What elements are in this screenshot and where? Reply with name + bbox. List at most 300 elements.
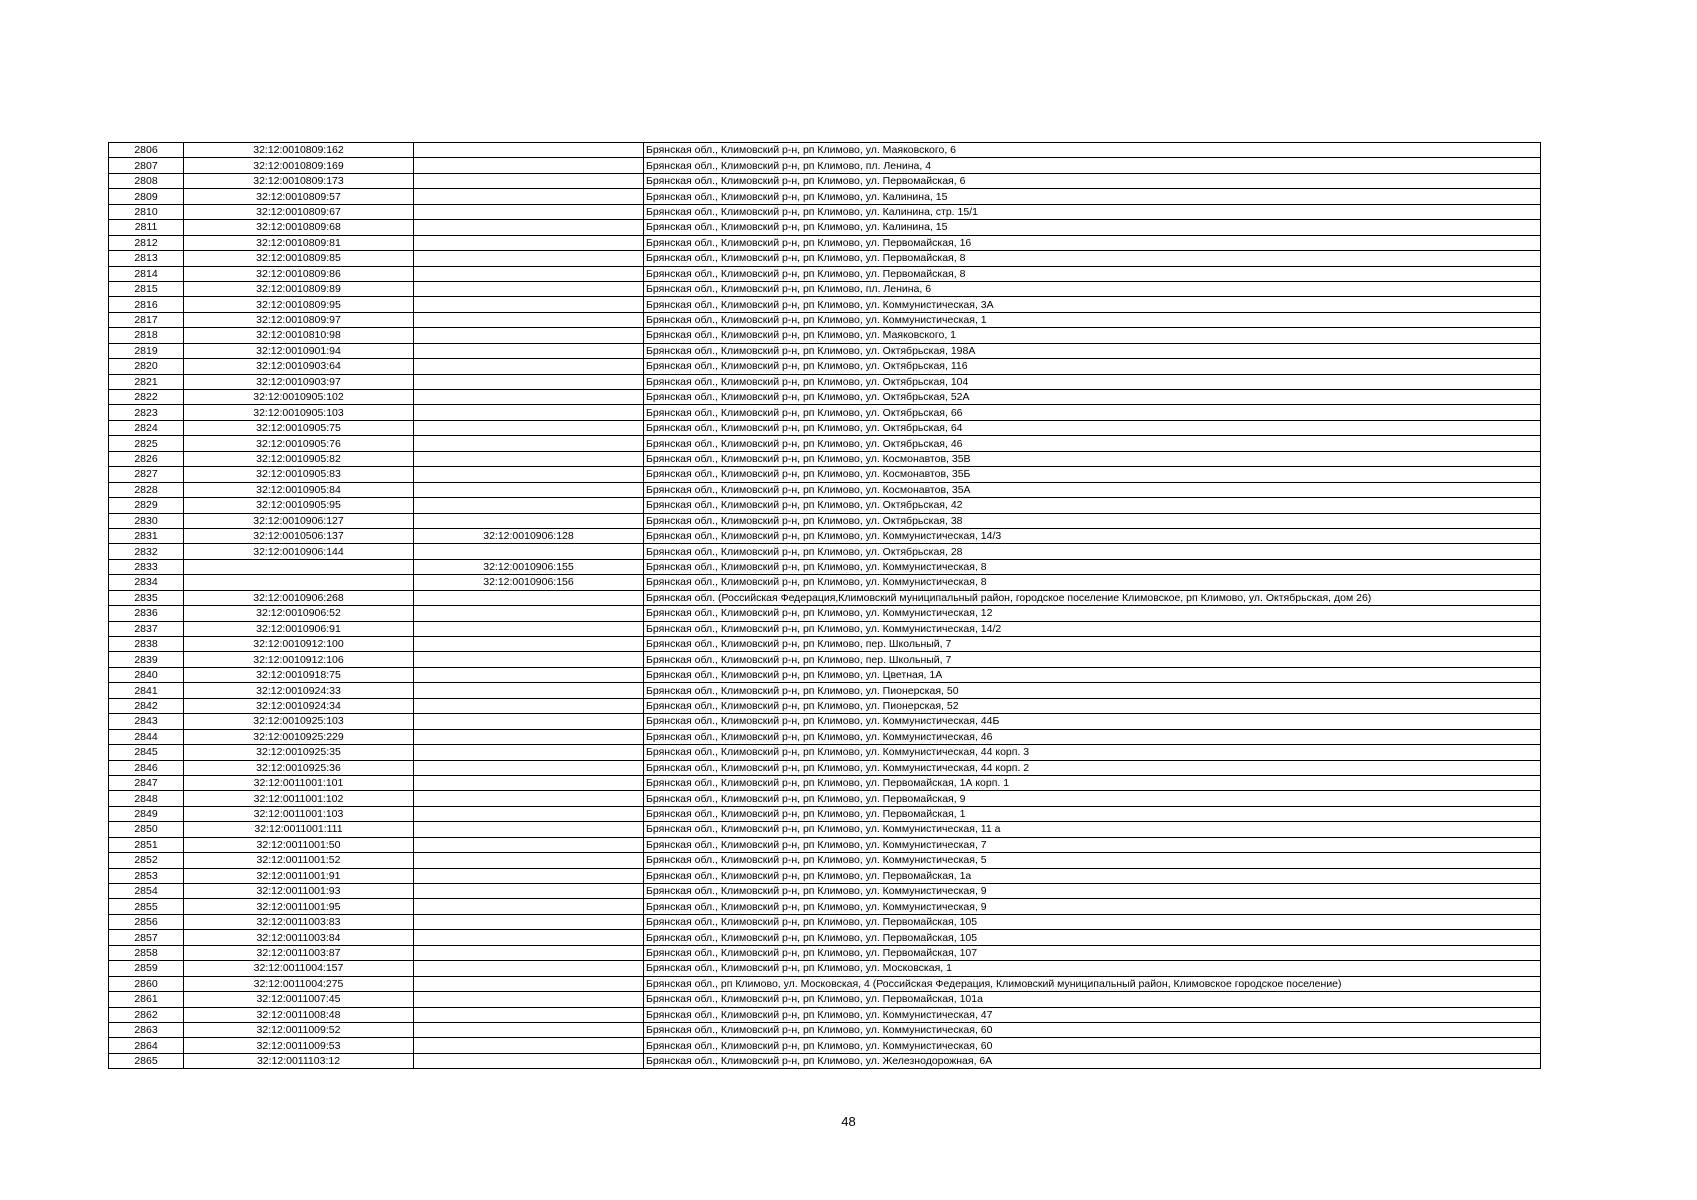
address-cell: Брянская обл., Климовский р-н, рп Климово, ул. Коммунистическая, 14/3 (644, 528, 1541, 543)
address-cell: Брянская обл., Климовский р-н, рп Климово, ул. Октябрьская, 52А (644, 390, 1541, 405)
row-number-cell: 2824 (109, 420, 184, 435)
cadastral-number-cell: 32:12:0010925:36 (184, 760, 414, 775)
address-cell: Брянская обл., Климовский р-н, рп Климово, ул. Московская, 1 (644, 961, 1541, 976)
address-cell: Брянская обл., Климовский р-н, рп Климово, ул. Октябрьская, 64 (644, 420, 1541, 435)
address-cell: Брянская обл., Климовский р-н, рп Климово, ул. Первомайская, 105 (644, 914, 1541, 929)
address-cell: Брянская обл., Климовский р-н, рп Климово, пер. Школьный, 7 (644, 652, 1541, 667)
address-cell: Брянская обл., Климовский р-н, рп Климово, ул. Коммунистическая, 5 (644, 853, 1541, 868)
related-cadastral-number-cell (414, 343, 644, 358)
related-cadastral-number-cell (414, 281, 644, 296)
row-number-cell: 2837 (109, 621, 184, 636)
cadastral-number-cell: 32:12:0010809:162 (184, 143, 414, 158)
address-cell: Брянская обл., Климовский р-н, рп Климово, ул. Коммунистическая, 9 (644, 884, 1541, 899)
address-cell: Брянская обл., Климовский р-н, рп Климово, ул. Октябрьская, 38 (644, 513, 1541, 528)
row-number-cell: 2852 (109, 853, 184, 868)
table-row (109, 930, 1541, 945)
address-cell: Брянская обл., Климовский р-н, рп Климово, ул. Октябрьская, 66 (644, 405, 1541, 420)
address-cell: Брянская обл., Климовский р-н, рп Климово, ул. Октябрьская, 46 (644, 436, 1541, 451)
cadastral-number-cell: 32:12:0011001:95 (184, 899, 414, 914)
related-cadastral-number-cell (414, 822, 644, 837)
table-row (109, 467, 1541, 482)
row-number-cell: 2832 (109, 544, 184, 559)
table-row (109, 745, 1541, 760)
related-cadastral-number-cell (414, 467, 644, 482)
related-cadastral-number-cell (414, 961, 644, 976)
row-number-cell: 2816 (109, 297, 184, 312)
address-cell: Брянская обл., Климовский р-н, рп Климово, ул. Калинина, стр. 15/1 (644, 204, 1541, 219)
row-number-cell: 2815 (109, 281, 184, 296)
row-number-cell: 2841 (109, 683, 184, 698)
table-row (109, 281, 1541, 296)
row-number-cell: 2811 (109, 220, 184, 235)
cadastral-number-cell: 32:12:0010924:33 (184, 683, 414, 698)
related-cadastral-number-cell (414, 837, 644, 852)
row-number-cell: 2838 (109, 637, 184, 652)
address-cell: Брянская обл., Климовский р-н, рп Климово, ул. Калинина, 15 (644, 189, 1541, 204)
related-cadastral-number-cell (414, 451, 644, 466)
cadastral-number-cell: 32:12:0011001:91 (184, 868, 414, 883)
related-cadastral-number-cell (414, 436, 644, 451)
address-cell: Брянская обл., Климовский р-н, рп Климово, ул. Коммунистическая, 8 (644, 575, 1541, 590)
cadastral-number-cell (184, 559, 414, 574)
related-cadastral-number-cell (414, 235, 644, 250)
table-row (109, 498, 1541, 513)
table-row (109, 853, 1541, 868)
table-row (109, 513, 1541, 528)
address-cell: Брянская обл., Климовский р-н, рп Климово, ул. Первомайская, 1А корп. 1 (644, 775, 1541, 790)
row-number-cell: 2823 (109, 405, 184, 420)
related-cadastral-number-cell (414, 420, 644, 435)
related-cadastral-number-cell (414, 513, 644, 528)
address-cell: Брянская обл., Климовский р-н, рп Климово, пл. Ленина, 6 (644, 281, 1541, 296)
row-number-cell: 2847 (109, 775, 184, 790)
cadastral-number-cell: 32:12:0010809:173 (184, 173, 414, 188)
table-row (109, 158, 1541, 173)
table-row (109, 698, 1541, 713)
table-row (109, 420, 1541, 435)
row-number-cell: 2840 (109, 667, 184, 682)
cadastral-number-cell: 32:12:0010925:35 (184, 745, 414, 760)
row-number-cell: 2822 (109, 390, 184, 405)
row-number-cell: 2848 (109, 791, 184, 806)
related-cadastral-number-cell (414, 390, 644, 405)
table-row (109, 559, 1541, 574)
table-row (109, 436, 1541, 451)
table-row (109, 621, 1541, 636)
address-cell: Брянская обл., Климовский р-н, рп Климово, ул. Первомайская, 101а (644, 992, 1541, 1007)
address-cell: Брянская обл., Климовский р-н, рп Климово, ул. Коммунистическая, 14/2 (644, 621, 1541, 636)
cadastral-number-cell: 32:12:0010809:169 (184, 158, 414, 173)
address-cell: Брянская обл., Климовский р-н, рп Климово, ул. Коммунистическая, 46 (644, 729, 1541, 744)
table-row (109, 374, 1541, 389)
page-number: 48 (841, 1114, 856, 1129)
table-row (109, 328, 1541, 343)
table-row (109, 822, 1541, 837)
table-row (109, 235, 1541, 250)
cadastral-number-cell: 32:12:0010906:144 (184, 544, 414, 559)
row-number-cell: 2825 (109, 436, 184, 451)
row-number-cell: 2808 (109, 173, 184, 188)
table-row (109, 204, 1541, 219)
row-number-cell: 2820 (109, 359, 184, 374)
related-cadastral-number-cell (414, 1053, 644, 1068)
table-row (109, 528, 1541, 543)
address-cell: Брянская обл., Климовский р-н, рп Климово, пер. Школьный, 7 (644, 637, 1541, 652)
row-number-cell: 2846 (109, 760, 184, 775)
row-number-cell: 2845 (109, 745, 184, 760)
address-cell: Брянская обл., Климовский р-н, рп Климово, ул. Пионерская, 50 (644, 683, 1541, 698)
address-cell: Брянская обл., Климовский р-н, рп Климово, ул. Коммунистическая, 8 (644, 559, 1541, 574)
table-row (109, 652, 1541, 667)
row-number-cell: 2828 (109, 482, 184, 497)
table-row (109, 914, 1541, 929)
table-row (109, 992, 1541, 1007)
table-row (109, 405, 1541, 420)
address-cell: Брянская обл., Климовский р-н, рп Климово, ул. Коммунистическая, 7 (644, 837, 1541, 852)
related-cadastral-number-cell (414, 374, 644, 389)
cadastral-number-cell: 32:12:0010905:102 (184, 390, 414, 405)
property-table (108, 142, 1541, 1069)
cadastral-number-cell: 32:12:0010903:64 (184, 359, 414, 374)
table-row (109, 868, 1541, 883)
row-number-cell: 2851 (109, 837, 184, 852)
cadastral-number-cell: 32:12:0010905:84 (184, 482, 414, 497)
cadastral-number-cell: 32:12:0011003:83 (184, 914, 414, 929)
cadastral-number-cell: 32:12:0010809:57 (184, 189, 414, 204)
related-cadastral-number-cell (414, 1038, 644, 1053)
related-cadastral-number-cell: 32:12:0010906:156 (414, 575, 644, 590)
address-cell: Брянская обл., Климовский р-н, рп Климово, ул. Первомайская, 107 (644, 945, 1541, 960)
row-number-cell: 2836 (109, 606, 184, 621)
row-number-cell: 2860 (109, 976, 184, 991)
cadastral-number-cell: 32:12:0010809:86 (184, 266, 414, 281)
table-row (109, 1053, 1541, 1068)
related-cadastral-number-cell (414, 359, 644, 374)
row-number-cell: 2854 (109, 884, 184, 899)
cadastral-number-cell: 32:12:0010809:89 (184, 281, 414, 296)
address-cell: Брянская обл., Климовский р-н, рп Климово, ул. Первомайская, 16 (644, 235, 1541, 250)
address-cell: Брянская обл., Климовский р-н, рп Климово, ул. Коммунистическая, 44 корп. 2 (644, 760, 1541, 775)
address-cell: Брянская обл., Климовский р-н, рп Климово, ул. Октябрьская, 42 (644, 498, 1541, 513)
address-cell: Брянская обл., Климовский р-н, рп Климово, пл. Ленина, 4 (644, 158, 1541, 173)
table-row (109, 683, 1541, 698)
address-cell: Брянская обл., Климовский р-н, рп Климово, ул. Пионерская, 52 (644, 698, 1541, 713)
cadastral-number-cell: 32:12:0010901:94 (184, 343, 414, 358)
related-cadastral-number-cell (414, 945, 644, 960)
table-row (109, 173, 1541, 188)
cadastral-number-cell: 32:12:0010810:98 (184, 328, 414, 343)
related-cadastral-number-cell: 32:12:0010906:155 (414, 559, 644, 574)
table-row (109, 775, 1541, 790)
row-number-cell: 2858 (109, 945, 184, 960)
cadastral-number-cell: 32:12:0010905:95 (184, 498, 414, 513)
related-cadastral-number-cell (414, 745, 644, 760)
related-cadastral-number-cell (414, 775, 644, 790)
table-row (109, 961, 1541, 976)
cadastral-number-cell: 32:12:0011003:84 (184, 930, 414, 945)
address-cell: Брянская обл., Климовский р-н, рп Климово, ул. Коммунистическая, 44 корп. 3 (644, 745, 1541, 760)
address-cell: Брянская обл., Климовский р-н, рп Климово, ул. Коммунистическая, 3А (644, 297, 1541, 312)
related-cadastral-number-cell (414, 590, 644, 605)
table-body (109, 143, 1541, 1069)
related-cadastral-number-cell: 32:12:0010906:128 (414, 528, 644, 543)
related-cadastral-number-cell (414, 621, 644, 636)
row-number-cell: 2831 (109, 528, 184, 543)
table-row (109, 266, 1541, 281)
address-cell: Брянская обл., Климовский р-н, рп Климово, ул. Коммунистическая, 47 (644, 1007, 1541, 1022)
row-number-cell: 2834 (109, 575, 184, 590)
cadastral-number-cell: 32:12:0011001:93 (184, 884, 414, 899)
cadastral-number-cell: 32:12:0010906:268 (184, 590, 414, 605)
address-cell: Брянская обл., Климовский р-н, рп Климово, ул. Маяковского, 1 (644, 328, 1541, 343)
table-row (109, 637, 1541, 652)
address-cell: Брянская обл., Климовский р-н, рп Климово, ул. Коммунистическая, 11 а (644, 822, 1541, 837)
table-row (109, 451, 1541, 466)
table-row (109, 837, 1541, 852)
row-number-cell: 2812 (109, 235, 184, 250)
cadastral-number-cell: 32:12:0010905:103 (184, 405, 414, 420)
table-row (109, 143, 1541, 158)
related-cadastral-number-cell (414, 544, 644, 559)
table-row (109, 791, 1541, 806)
table-row (109, 714, 1541, 729)
table-row (109, 544, 1541, 559)
cadastral-number-cell: 32:12:0010912:100 (184, 637, 414, 652)
table-row (109, 312, 1541, 327)
row-number-cell: 2810 (109, 204, 184, 219)
cadastral-number-cell: 32:12:0010906:127 (184, 513, 414, 528)
related-cadastral-number-cell (414, 976, 644, 991)
related-cadastral-number-cell (414, 173, 644, 188)
related-cadastral-number-cell (414, 204, 644, 219)
address-cell: Брянская обл., Климовский р-н, рп Климово, ул. Октябрьская, 28 (644, 544, 1541, 559)
cadastral-number-cell: 32:12:0010906:91 (184, 621, 414, 636)
address-cell: Брянская обл., Климовский р-н, рп Климово, ул. Маяковского, 6 (644, 143, 1541, 158)
row-number-cell: 2839 (109, 652, 184, 667)
table-row (109, 189, 1541, 204)
address-cell: Брянская обл., Климовский р-н, рп Климово, ул. Первомайская, 1 (644, 806, 1541, 821)
row-number-cell: 2865 (109, 1053, 184, 1068)
row-number-cell: 2807 (109, 158, 184, 173)
row-number-cell: 2806 (109, 143, 184, 158)
cadastral-number-cell: 32:12:0011001:52 (184, 853, 414, 868)
related-cadastral-number-cell (414, 652, 644, 667)
table-row (109, 667, 1541, 682)
address-cell: Брянская обл., Климовский р-н, рп Климово, ул. Коммунистическая, 1 (644, 312, 1541, 327)
address-cell: Брянская обл., Климовский р-н, рп Климово, ул. Октябрьская, 116 (644, 359, 1541, 374)
cadastral-number-cell: 32:12:0010924:34 (184, 698, 414, 713)
related-cadastral-number-cell (414, 328, 644, 343)
table-row (109, 884, 1541, 899)
cadastral-number-cell: 32:12:0011001:101 (184, 775, 414, 790)
table-row (109, 729, 1541, 744)
cadastral-number-cell: 32:12:0010809:97 (184, 312, 414, 327)
address-cell: Брянская обл., Климовский р-н, рп Климово, ул. Первомайская, 8 (644, 251, 1541, 266)
address-cell: Брянская обл., рп Климово, ул. Московская, 4 (Российская Федерация, Климовский муниципальный район, Климовское городское поселение) (644, 976, 1541, 991)
table-row (109, 297, 1541, 312)
related-cadastral-number-cell (414, 220, 644, 235)
related-cadastral-number-cell (414, 714, 644, 729)
cadastral-number-cell: 32:12:0010906:52 (184, 606, 414, 621)
address-cell: Брянская обл., Климовский р-н, рп Климово, ул. Первомайская, 1а (644, 868, 1541, 883)
cadastral-number-cell: 32:12:0010905:75 (184, 420, 414, 435)
table-row (109, 976, 1541, 991)
cadastral-number-cell: 32:12:0010905:82 (184, 451, 414, 466)
related-cadastral-number-cell (414, 1007, 644, 1022)
table-row (109, 945, 1541, 960)
address-cell: Брянская обл., Климовский р-н, рп Климово, ул. Цветная, 1А (644, 667, 1541, 682)
cadastral-number-cell: 32:12:0010809:81 (184, 235, 414, 250)
table-row (109, 220, 1541, 235)
related-cadastral-number-cell (414, 698, 644, 713)
cadastral-number-cell: 32:12:0011103:12 (184, 1053, 414, 1068)
cadastral-number-cell: 32:12:0011001:111 (184, 822, 414, 837)
cadastral-number-cell: 32:12:0011001:103 (184, 806, 414, 821)
address-cell: Брянская обл., Климовский р-н, рп Климово, ул. Коммунистическая, 12 (644, 606, 1541, 621)
related-cadastral-number-cell (414, 884, 644, 899)
related-cadastral-number-cell (414, 606, 644, 621)
address-cell: Брянская обл., Климовский р-н, рп Климово, ул. Первомайская, 8 (644, 266, 1541, 281)
row-number-cell: 2814 (109, 266, 184, 281)
address-cell: Брянская обл., Климовский р-н, рп Климово, ул. Космонавтов, 35А (644, 482, 1541, 497)
address-cell: Брянская обл., Климовский р-н, рп Климово, ул. Октябрьская, 198А (644, 343, 1541, 358)
cadastral-number-cell: 32:12:0010925:229 (184, 729, 414, 744)
related-cadastral-number-cell (414, 667, 644, 682)
cadastral-number-cell: 32:12:0010903:97 (184, 374, 414, 389)
table-row (109, 482, 1541, 497)
cadastral-number-cell: 32:12:0011001:102 (184, 791, 414, 806)
related-cadastral-number-cell (414, 992, 644, 1007)
related-cadastral-number-cell (414, 930, 644, 945)
row-number-cell: 2843 (109, 714, 184, 729)
address-cell: Брянская обл. (Российская Федерация,Климовский муниципальный район, городское поселение Климовское, рп Климово, ул. Октябрьская, дом 26) (644, 590, 1541, 605)
row-number-cell: 2850 (109, 822, 184, 837)
related-cadastral-number-cell (414, 806, 644, 821)
related-cadastral-number-cell (414, 729, 644, 744)
address-cell: Брянская обл., Климовский р-н, рп Климово, ул. Коммунистическая, 44Б (644, 714, 1541, 729)
row-number-cell: 2856 (109, 914, 184, 929)
address-cell: Брянская обл., Климовский р-н, рп Климово, ул. Первомайская, 9 (644, 791, 1541, 806)
cadastral-number-cell: 32:12:0011009:53 (184, 1038, 414, 1053)
address-cell: Брянская обл., Климовский р-н, рп Климово, ул. Коммунистическая, 9 (644, 899, 1541, 914)
row-number-cell: 2862 (109, 1007, 184, 1022)
address-cell: Брянская обл., Климовский р-н, рп Климово, ул. Первомайская, 105 (644, 930, 1541, 945)
row-number-cell: 2842 (109, 698, 184, 713)
table-row (109, 251, 1541, 266)
cadastral-number-cell: 32:12:0010506:137 (184, 528, 414, 543)
table-row (109, 1007, 1541, 1022)
table-row (109, 390, 1541, 405)
row-number-cell: 2829 (109, 498, 184, 513)
row-number-cell: 2863 (109, 1022, 184, 1037)
row-number-cell: 2833 (109, 559, 184, 574)
cadastral-number-cell: 32:12:0011007:45 (184, 992, 414, 1007)
cadastral-number-cell: 32:12:0010905:83 (184, 467, 414, 482)
row-number-cell: 2853 (109, 868, 184, 883)
related-cadastral-number-cell (414, 853, 644, 868)
table-row (109, 760, 1541, 775)
related-cadastral-number-cell (414, 899, 644, 914)
row-number-cell: 2835 (109, 590, 184, 605)
table-row (109, 1038, 1541, 1053)
table-row (109, 590, 1541, 605)
related-cadastral-number-cell (414, 297, 644, 312)
address-cell: Брянская обл., Климовский р-н, рп Климово, ул. Коммунистическая, 60 (644, 1022, 1541, 1037)
cadastral-number-cell: 32:12:0010809:95 (184, 297, 414, 312)
table-row (109, 575, 1541, 590)
table-row (109, 806, 1541, 821)
table-row (109, 899, 1541, 914)
related-cadastral-number-cell (414, 189, 644, 204)
related-cadastral-number-cell (414, 251, 644, 266)
related-cadastral-number-cell (414, 482, 644, 497)
row-number-cell: 2859 (109, 961, 184, 976)
row-number-cell: 2849 (109, 806, 184, 821)
related-cadastral-number-cell (414, 158, 644, 173)
cadastral-number-cell: 32:12:0011009:52 (184, 1022, 414, 1037)
related-cadastral-number-cell (414, 760, 644, 775)
cadastral-number-cell: 32:12:0010809:67 (184, 204, 414, 219)
table-row (109, 359, 1541, 374)
table-row (109, 343, 1541, 358)
related-cadastral-number-cell (414, 791, 644, 806)
cadastral-number-cell: 32:12:0010918:75 (184, 667, 414, 682)
row-number-cell: 2819 (109, 343, 184, 358)
related-cadastral-number-cell (414, 914, 644, 929)
table-row (109, 606, 1541, 621)
related-cadastral-number-cell (414, 637, 644, 652)
cadastral-number-cell: 32:12:0010905:76 (184, 436, 414, 451)
row-number-cell: 2826 (109, 451, 184, 466)
cadastral-number-cell: 32:12:0010912:106 (184, 652, 414, 667)
row-number-cell: 2855 (109, 899, 184, 914)
related-cadastral-number-cell (414, 312, 644, 327)
row-number-cell: 2864 (109, 1038, 184, 1053)
row-number-cell: 2844 (109, 729, 184, 744)
cadastral-number-cell: 32:12:0011004:157 (184, 961, 414, 976)
related-cadastral-number-cell (414, 405, 644, 420)
related-cadastral-number-cell (414, 868, 644, 883)
related-cadastral-number-cell (414, 683, 644, 698)
related-cadastral-number-cell (414, 498, 644, 513)
cadastral-number-cell: 32:12:0010809:85 (184, 251, 414, 266)
related-cadastral-number-cell (414, 143, 644, 158)
row-number-cell: 2857 (109, 930, 184, 945)
row-number-cell: 2830 (109, 513, 184, 528)
cadastral-number-cell: 32:12:0011003:87 (184, 945, 414, 960)
related-cadastral-number-cell (414, 1022, 644, 1037)
cadastral-number-cell: 32:12:0010809:68 (184, 220, 414, 235)
cadastral-number-cell: 32:12:0010925:103 (184, 714, 414, 729)
cadastral-number-cell: 32:12:0011004:275 (184, 976, 414, 991)
cadastral-number-cell: 32:12:0011008:48 (184, 1007, 414, 1022)
address-cell: Брянская обл., Климовский р-н, рп Климово, ул. Коммунистическая, 60 (644, 1038, 1541, 1053)
related-cadastral-number-cell (414, 266, 644, 281)
row-number-cell: 2817 (109, 312, 184, 327)
address-cell: Брянская обл., Климовский р-н, рп Климово, ул. Калинина, 15 (644, 220, 1541, 235)
row-number-cell: 2809 (109, 189, 184, 204)
address-cell: Брянская обл., Климовский р-н, рп Климово, ул. Железнодорожная, 6А (644, 1053, 1541, 1068)
address-cell: Брянская обл., Климовский р-н, рп Климово, ул. Октябрьская, 104 (644, 374, 1541, 389)
row-number-cell: 2818 (109, 328, 184, 343)
address-cell: Брянская обл., Климовский р-н, рп Климово, ул. Первомайская, 6 (644, 173, 1541, 188)
row-number-cell: 2861 (109, 992, 184, 1007)
address-cell: Брянская обл., Климовский р-н, рп Климово, ул. Космонавтов, 35Б (644, 467, 1541, 482)
row-number-cell: 2827 (109, 467, 184, 482)
address-cell: Брянская обл., Климовский р-н, рп Климово, ул. Космонавтов, 35В (644, 451, 1541, 466)
table-row (109, 1022, 1541, 1037)
row-number-cell: 2821 (109, 374, 184, 389)
